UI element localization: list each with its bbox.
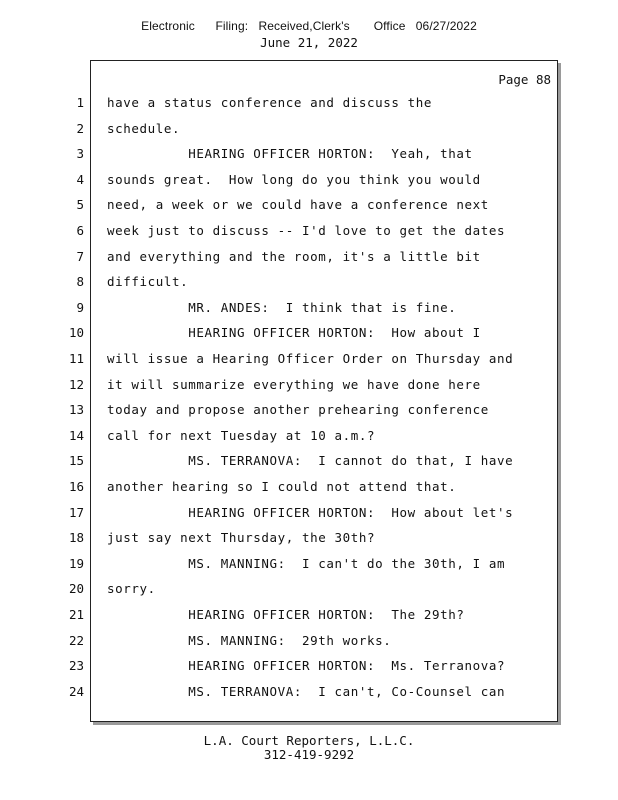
transcript-line: MS. MANNING: I can't do the 30th, I am [107, 555, 506, 571]
transcript-line: HEARING OFFICER HORTON: How about let's [107, 504, 514, 520]
transcript-line: need, a week or we could have a conference next [107, 197, 489, 213]
line-number: 17 [68, 504, 84, 520]
line-number: 8 [76, 274, 84, 290]
filing-stamp: Electronic Filing: Received,Clerk's Office 06/27/2022 [141, 19, 477, 33]
line-number: 24 [68, 683, 84, 699]
transcript-line: just say next Thursday, the 30th? [107, 530, 376, 546]
line-number: 13 [68, 402, 84, 418]
transcript-line: MS. MANNING: 29th works. [107, 632, 392, 648]
transcript-line: HEARING OFFICER HORTON: Ms. Terranova? [107, 658, 506, 674]
line-number: 12 [68, 376, 84, 392]
transcript-line: MS. TERRANOVA: I cannot do that, I have [107, 453, 514, 469]
line-number: 3 [76, 146, 84, 162]
transcript-line: will issue a Hearing Officer Order on Thursday and [107, 351, 514, 366]
line-number: 1 [76, 95, 84, 110]
transcript-line: have a status conference and discuss the [107, 95, 433, 110]
line-number: 22 [68, 632, 84, 648]
line-number: 15 [68, 453, 84, 469]
line-number: 11 [68, 351, 84, 366]
transcript-line: MR. ANDES: I think that is fine. [107, 299, 457, 315]
transcript-line: schedule. [107, 120, 181, 136]
footer-company: L.A. Court Reporters, L.L.C. [203, 733, 415, 748]
transcript-line: week just to discuss -- I'd love to get the dates [107, 223, 506, 238]
line-number: 5 [76, 197, 84, 213]
line-number: 18 [68, 530, 84, 546]
transcript-line: sounds great. How long do you think you would [107, 171, 481, 187]
transcript-line: today and propose another prehearing conference [107, 402, 489, 418]
line-number: 21 [68, 607, 84, 622]
line-number: 9 [76, 299, 84, 315]
transcript-line: and everything and the room, it's a little bit [107, 248, 481, 264]
line-number: 6 [76, 223, 84, 238]
transcript-line: another hearing so I could not attend that. [107, 479, 457, 494]
transcript-line: it will summarize everything we have done here [107, 376, 481, 392]
transcript-line: call for next Tuesday at 10 a.m.? [107, 427, 376, 443]
transcript-line: HEARING OFFICER HORTON: The 29th? [107, 607, 465, 622]
transcript-line: MS. TERRANOVA: I can't, Co-Counsel can [107, 683, 506, 699]
transcript-line: HEARING OFFICER HORTON: How about I [107, 325, 481, 341]
line-number: 4 [76, 171, 84, 187]
line-number: 23 [68, 658, 84, 674]
transcript-line: difficult. [107, 274, 189, 290]
line-number: 19 [68, 555, 84, 571]
line-number: 20 [68, 581, 84, 597]
line-number: 7 [76, 248, 84, 264]
transcript-line: sorry. [107, 581, 156, 597]
page-number: Page 88 [498, 72, 551, 87]
line-number: 14 [68, 427, 84, 443]
line-number: 2 [76, 120, 84, 136]
transcript-date: June 21, 2022 [260, 35, 358, 50]
footer-phone: 312-419-9292 [263, 747, 355, 762]
transcript-line: HEARING OFFICER HORTON: Yeah, that [107, 146, 473, 162]
line-number: 10 [68, 325, 84, 341]
line-number: 16 [68, 479, 84, 494]
